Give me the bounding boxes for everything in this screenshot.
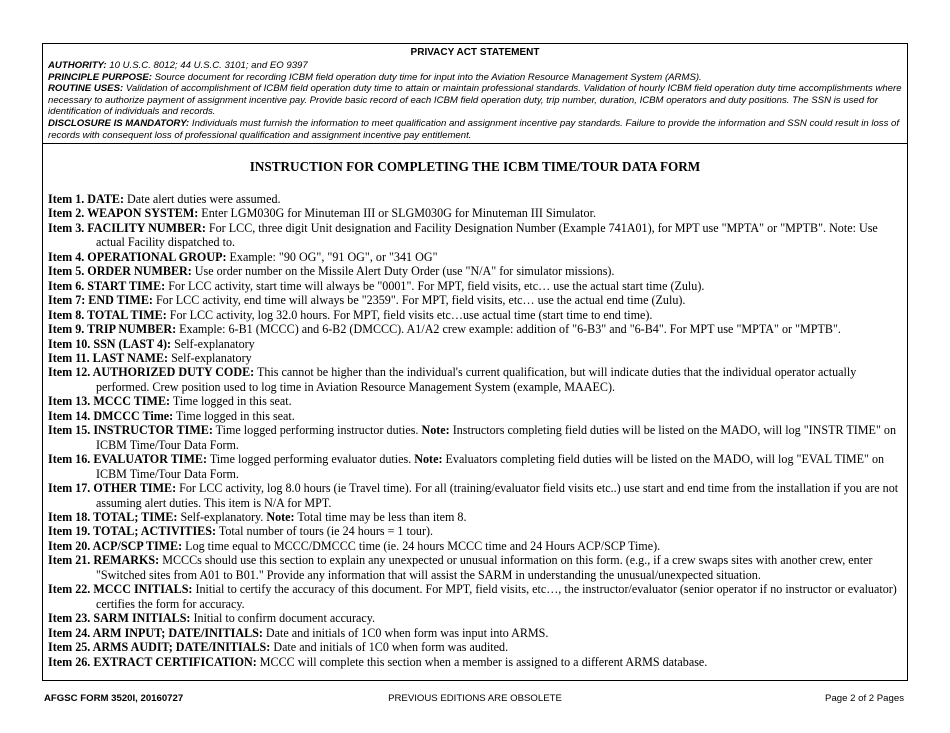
item-text: For LCC activity, log 8.0 hours (ie Travel time). For all (training/evaluator field visits etc..) use start and end time from the installation if you are not assuming alert duties. This item is N/A for MPT.	[96, 481, 899, 510]
item-text: Initial to certify the accuracy of this document. For MPT, field visits, etc…, the instructor/evaluator (senior operator if no instructor or evaluator) certifies the form for accuracy.	[96, 582, 897, 611]
purpose-label: PRINCIPLE PURPOSE:	[48, 71, 152, 83]
instruction-item	[48, 640, 900, 654]
item-label: Item 4. OPERATIONAL GROUP:	[48, 249, 227, 264]
item-text: Initial to confirm document accuracy.	[190, 611, 376, 626]
page-number: Page 2 of 2 Pages	[825, 693, 904, 704]
instruction-item	[48, 626, 900, 640]
item-text: Self-explanatory	[168, 350, 252, 365]
instruction-item	[48, 409, 900, 423]
item-label: Item 9. TRIP NUMBER:	[48, 322, 177, 337]
authority-text: 10 U.S.C. 8012; 44 U.S.C. 3101; and EO 9397	[106, 60, 308, 71]
item-text: Date alert duties were assumed.	[124, 192, 281, 206]
purpose-text: Source document for recording ICBM field operation duty time for input into the Aviation Resource Management System (ARMS).	[151, 71, 702, 83]
privacy-title: PRIVACY ACT STATEMENT	[410, 47, 540, 58]
item-label: Item 1. DATE:	[48, 192, 125, 206]
item-text: MCCCs should use this section to explain any unexpected or unusual information on this form. (e.g., if a crew swaps sites with another crew, enter "Switched sites from A01 to B01." Provide any information that will assist the SARM in understanding the unusual/unexpected situation.	[96, 553, 873, 582]
instruction-item	[48, 192, 900, 206]
purpose-paragraph	[48, 72, 902, 84]
instruction-item	[48, 293, 900, 307]
routine-label: ROUTINE USES:	[48, 83, 124, 95]
item-text: For LCC, three digit Unit designation and Facility Designation Number (Example 741A01), for MPT use "MPTA" or "MPTB". Note: Use actual Facility dispatched to.	[96, 220, 878, 250]
item-label: Item 8. TOTAL TIME:	[48, 307, 167, 322]
instruction-item	[48, 655, 900, 669]
routine-text: Validation of accomplishment of ICBM field operation duty time to attain or maintain professional standards. Validation of hourly ICBM field operation duty time accomplishments where necessary to authorize payment of assignment incentive pay. Provide basic record of each ICBM field operation duty, trip number, duration, ICBM operators and duty positions. The SSN is used for identification of individuals and records.	[48, 83, 902, 118]
instruction-item	[48, 611, 900, 625]
item-label: Item 11. LAST NAME:	[48, 350, 169, 365]
item-label: Item 23. SARM INITIALS:	[48, 611, 191, 626]
instruction-item	[48, 337, 900, 351]
item-note-label: Note:	[266, 509, 295, 524]
instruction-item	[48, 582, 900, 611]
item-label: Item 25. ARMS AUDIT; DATE/INITIALS:	[48, 640, 271, 655]
instruction-items	[48, 192, 900, 669]
item-text: Time logged performing evaluator duties.	[207, 452, 415, 467]
page-title: INSTRUCTION FOR COMPLETING THE ICBM TIME/TOUR DATA FORM	[249, 159, 701, 174]
item-note-label: Note:	[421, 423, 450, 438]
item-text: For LCC activity, start time will always be "0001". For MPT, field visits, etc… use the actual start time (Zulu).	[165, 278, 705, 293]
item-note-text: Evaluators completing field duties will be listed on the MADO, will log "EVAL TIME" on ICBM Time/Tour Data Form.	[96, 452, 885, 481]
instruction-item	[48, 264, 900, 278]
instruction-item	[48, 206, 900, 220]
item-text: Enter LGM030G for Minuteman III or SLGM030G for Minuteman III Simulator.	[198, 206, 596, 221]
instruction-item	[48, 524, 900, 538]
item-note-label: Note:	[414, 452, 443, 467]
instruction-item	[48, 423, 900, 452]
instruction-item	[48, 553, 900, 582]
instruction-item	[48, 221, 900, 250]
item-text: MCCC will complete this section when a member is assigned to a different ARMS database.	[256, 654, 708, 669]
item-label: Item 26. EXTRACT CERTIFICATION:	[48, 654, 257, 669]
item-note-text: Total time may be less than item 8.	[294, 509, 467, 524]
instruction-item	[48, 308, 900, 322]
item-label: Item 24. ARM INPUT; DATE/INITIALS:	[48, 625, 263, 640]
item-text: Example: 6-B1 (MCCC) and 6-B2 (DMCCC). A1/A2 crew example: addition of "6-B3" and "6-B4". For MPT use "MPTA" or "MPTB".	[176, 322, 841, 337]
item-text: Total number of tours (ie 24 hours = 1 tour).	[216, 524, 434, 539]
item-text: Time logged in this seat.	[173, 408, 295, 423]
instruction-item	[48, 394, 900, 408]
item-label: Item 16. EVALUATOR TIME:	[48, 452, 208, 467]
item-text: Time logged performing instructor duties.	[212, 423, 422, 438]
instruction-item	[48, 452, 900, 481]
form-id: AFGSC FORM 3520I, 20160727	[44, 693, 184, 704]
instruction-item	[48, 365, 900, 394]
item-text: Use order number on the Missile Alert Duty Order (use "N/A" for simulator missions).	[191, 264, 615, 279]
item-label: Item 22. MCCC INITIALS:	[48, 582, 193, 597]
form-footer	[42, 693, 908, 709]
item-label: Item 17. OTHER TIME:	[48, 481, 177, 496]
item-label: Item 14. DMCCC Time:	[48, 408, 174, 423]
disclosure-label: DISCLOSURE IS MANDATORY:	[48, 117, 190, 129]
instruction-item	[48, 481, 900, 510]
instruction-item	[48, 539, 900, 553]
item-text: Date and initials of 1C0 when form was audited.	[270, 640, 509, 655]
item-label: Item 13. MCCC TIME:	[48, 394, 171, 409]
editions-notice: PREVIOUS EDITIONS ARE OBSOLETE	[388, 693, 562, 704]
item-label: Item 2. WEAPON SYSTEM:	[48, 206, 199, 221]
item-label: Item 18. TOTAL; TIME:	[48, 509, 178, 524]
item-label: Item 5. ORDER NUMBER:	[48, 264, 192, 279]
item-text: Example: "90 OG", "91 OG", or "341 OG"	[226, 249, 438, 264]
authority-label: AUTHORITY:	[48, 60, 107, 71]
item-text: Time logged in this seat.	[170, 394, 292, 409]
item-label: Item 21. REMARKS:	[48, 553, 160, 568]
disclosure-paragraph	[48, 118, 902, 141]
item-text: Self-explanatory.	[177, 509, 267, 524]
instruction-item	[48, 279, 900, 293]
item-label: Item 3. FACILITY NUMBER:	[48, 220, 206, 235]
item-label: Item 20. ACP/SCP TIME:	[48, 538, 183, 553]
authority-paragraph	[48, 60, 902, 72]
routine-uses-paragraph	[48, 83, 902, 118]
form-box	[42, 43, 908, 681]
item-note-text: Instructors completing field duties will be listed on the MADO, will log "INSTR TIME" on ICBM Time/Tour Data Form.	[96, 423, 896, 452]
item-text: Self-explanatory	[171, 336, 255, 351]
instruction-item	[48, 322, 900, 336]
disclosure-text: Individuals must furnish the information to meet qualification and assignment incentive pay standards. Failure to provide the information and SSN could result in loss of records with consequent loss of professional qualification and assignment incentive pay entitlement.	[48, 117, 900, 141]
item-label: Item 19. TOTAL; ACTIVITIES:	[48, 524, 217, 539]
item-label: Item 7: END TIME:	[48, 293, 153, 308]
item-label: Item 6. START TIME:	[48, 278, 166, 293]
instruction-item	[48, 351, 900, 365]
item-text: This cannot be higher than the individual's current qualification, but will indicate duties that the individual operator actually performed. Crew position used to log time in Aviation Resource Management System (example, MAAEC).	[96, 365, 857, 394]
item-label: Item 15. INSTRUCTOR TIME:	[48, 423, 213, 438]
item-text: For LCC activity, log 32.0 hours. For MPT, field visits etc…use actual time (start time to end time).	[166, 307, 653, 322]
instruction-item	[48, 510, 900, 524]
instruction-item	[48, 250, 900, 264]
item-text: Log time equal to MCCC/DMCCC time (ie. 24 hours MCCC time and 24 Hours ACP/SCP Time).	[182, 538, 661, 553]
item-label: Item 10. SSN (LAST 4):	[48, 336, 172, 351]
privacy-act-statement	[43, 44, 907, 144]
item-text: For LCC activity, end time will always be "2359". For MPT, field visits, etc… use the actual end time (Zulu).	[152, 293, 686, 308]
item-text: Date and initials of 1C0 when form was input into ARMS.	[262, 625, 549, 640]
item-label: Item 12. AUTHORIZED DUTY CODE:	[48, 365, 255, 380]
